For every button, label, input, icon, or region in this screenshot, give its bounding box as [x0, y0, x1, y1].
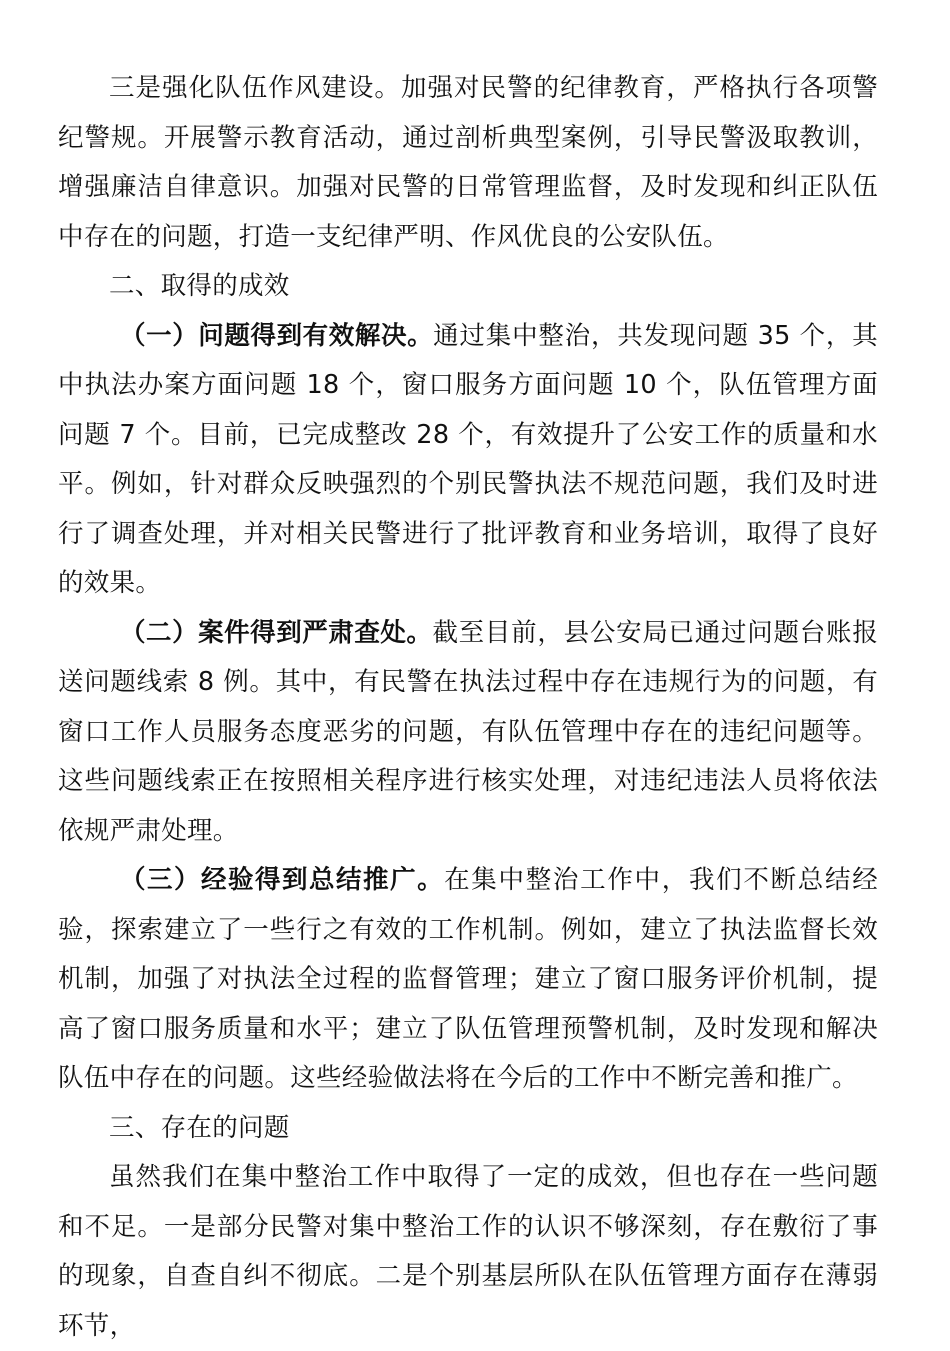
paragraph-problems: 虽然我们在集中整治工作中取得了一定的成效，但也存在一些问题和不足。一是部分民警对集中整治工作的认识不够深刻，存在敷衍了事的现象，自查自纠不彻底。二是个别基层所队在队伍管理方面存在薄弱环节，: [58, 1162, 878, 1341]
subsection-experience-promoted: [58, 856, 878, 1104]
subsection-body: 通过集中整治，共发现问题 35 个，其中执法办案方面问题 18 个，窗口服务方面问题 10 个，队伍管理方面问题 7 个。目前，已完成整改 28 个，有效提升了公安工作的质量和水平。例如，针对群众反映强烈的个别民警执法不规范问题，我们及时进行了调查处理，并对相关民警进行了批评教育和业务培训，取得了良好的效果。: [58, 320, 878, 598]
subsection-heading: （一）问题得到有效解决。: [120, 320, 434, 351]
subsection-body: 截至目前，县公安局已通过问题台账报送问题线索 8 例。其中，有民警在执法过程中存在违规行为的问题，有窗口工作人员服务态度恶劣的问题，有队伍管理中存在的违纪问题等。这些问题线索正在按照相关程序进行核实处理，对违纪违法人员将依法依规严肃处理。: [58, 617, 879, 846]
subsection-heading: （三）经验得到总结推广。: [120, 865, 445, 895]
section-heading-problems: 三、存在的问题: [109, 1112, 290, 1143]
subsection-problems-solved: [58, 312, 878, 609]
document-page: [58, 64, 878, 1351]
paragraph-team-style: 三是强化队伍作风建设。加强对民警的纪律教育，严格执行各项警纪警规。开展警示教育活动，通过剖析典型案例，引导民警汲取教训，增强廉洁自律意识。加强对民警的日常管理监督，及时发现和纠正队伍中存在的问题，打造一支纪律严明、作风优良的公安队伍。: [58, 73, 878, 252]
subsection-heading: （二）案件得到严肃查处。: [120, 617, 433, 648]
subsection-cases-handled: [58, 609, 878, 857]
section-heading-achievements: 二、取得的成效: [109, 271, 290, 301]
subsection-body: 在集中整治工作中，我们不断总结经验，探索建立了一些行之有效的工作机制。例如，建立了执法监督长效机制，加强了对执法全过程的监督管理；建立了窗口服务评价机制，提高了窗口服务质量和水平；建立了队伍管理预警机制，及时发现和解决队伍中存在的问题。这些经验做法将在今后的工作中不断完善和推广。: [58, 865, 878, 1093]
